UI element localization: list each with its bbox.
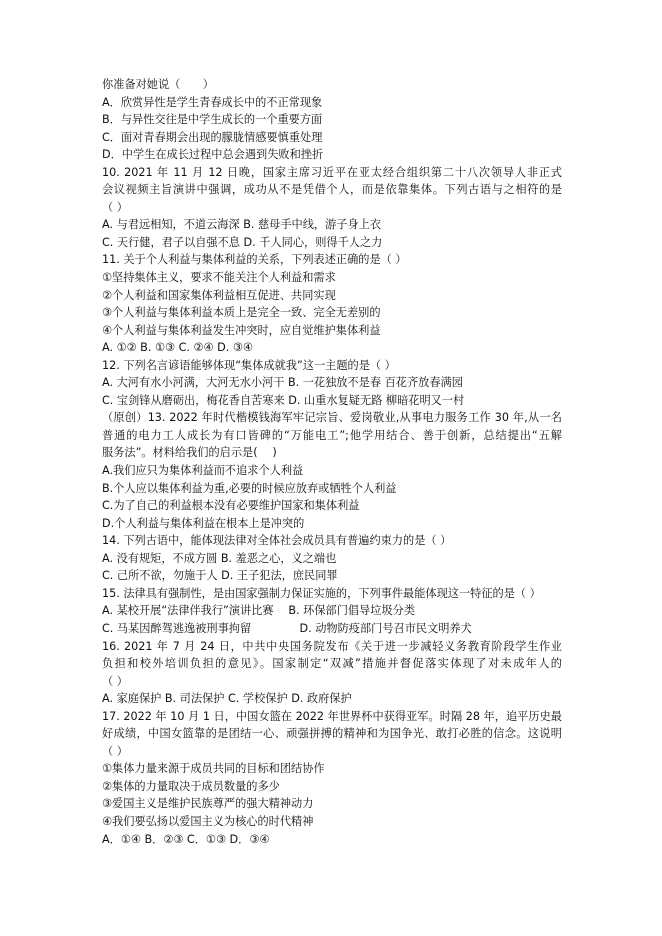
option-line: C. 宝剑锋从磨砺出，梅花香自苦寒来 D. 山重水复疑无路 柳暗花明又一村 (102, 393, 465, 407)
question-13-line: （原创）13. 2022 年时代楷模钱海军牢记宗旨、爱岗敬业,从事电力服务工作 30 年,从一名 (102, 411, 562, 425)
question-13-line: 普通的电力工人成长为有口皆碑的“万能电工”;他学用结合、善于创新，总结提出“五解 (102, 428, 562, 442)
question-17-line: 好成绩，中国女篮靠的是团结一心、顽强拼搏的精神和为国争光、敢打必胜的信念。这说明 (102, 727, 562, 741)
option-line: A. 家庭保护 B. 司法保护 C. 学校保护 D. 政府保护 (102, 692, 352, 706)
option-line: B．与异性交往是中学生成长的一个重要方面 (102, 113, 323, 127)
question-11-line: 11. 关于个人利益与集体利益的关系，下列表述正确的是（ ） (102, 253, 407, 267)
statement-line: ②集体的力量取决于成员数量的多少 (102, 779, 280, 793)
question-text-block (102, 76, 562, 848)
statement-line: ④我们要弘扬以爱国主义为核心的时代精神 (102, 814, 314, 828)
option-line: A. 与君远相知，不道云海深 B. 慈母手中线，游子身上衣 (102, 218, 382, 232)
statement-line: ③个人利益与集体利益本质上是完全一致、完全无差别的 (102, 306, 381, 320)
option-line: C. 己所不欲，勿施于人 D. 王子犯法，庶民同罪 (102, 569, 338, 583)
option-line: A.我们应只为集体利益而不追求个人利益 (102, 464, 304, 478)
option-line: A. 没有规矩，不成方圆 B. 羞恶之心，义之端也 (102, 551, 337, 565)
answer-bracket-line: （ ） (102, 744, 128, 758)
statement-line: ④个人利益与集体利益发生冲突时，应自觉维护集体利益 (102, 323, 381, 337)
question-10-line: 会议视频主旨演讲中强调，成功从不是凭借个人，而是依靠集体。下列古语与之相符的是 (102, 183, 562, 197)
answer-bracket-line: （ ） (102, 674, 128, 688)
question-17-line: 17. 2022 年 10 月 1 日，中国女篮在 2022 年世界杯中获得亚军。时隔 28 年，追平历史最 (102, 709, 562, 723)
statement-line: ①坚持集体主义，要求不能关注个人利益和需求 (102, 271, 336, 285)
statement-line: ③爱国主义是维护民族尊严的强大精神动力 (102, 797, 314, 811)
option-line: C.为了自己的利益根本没有必要维护国家和集体利益 (102, 499, 360, 513)
question-16-line: 负担和校外培训负担的意见》。国家制定“双减”措施并督促落实体现了对未成年人的 (102, 657, 562, 671)
option-line: A. 大河有水小河满，大河无水小河干 B. 一花独放不是春 百花齐放春满园 (102, 376, 463, 390)
option-line: A．欣赏异性是学生青春成长中的不正常现象 (102, 95, 323, 109)
option-line: C．面对青春期会出现的朦胧情感要慎重处理 (102, 130, 323, 144)
option-line: D．中学生在成长过程中总会遇到失败和挫折 (102, 148, 324, 162)
text-line: 你准备对她说（ ） (102, 78, 214, 91)
option-line: C. 马某因醉驾逃逸被刑事拘留 D. 动物防疫部门号召市民文明养犬 (102, 621, 472, 635)
option-line: A. ①② B. ①③ C. ②④ D. ③④ (102, 341, 253, 355)
statement-line: ①集体力量来源于成员共同的目标和团结协作 (102, 762, 325, 776)
option-line: D.个人利益与集体利益在根本上是冲突的 (102, 516, 305, 530)
question-13-line: 服务法”。材料给我们的启示是( ) (102, 446, 277, 460)
option-line: B.个人应以集体利益为重,必要的时候应放弃或牺牲个人利益 (102, 481, 397, 495)
question-16-line: 16. 2021 年 7 月 24 日，中共中央国务院发布《关于进一步减轻义务教育阶段学生作业 (102, 639, 562, 653)
question-15-line: 15. 法律具有强制性，是由国家强制力保证实施的，下列事件最能体现这一特征的是（ ） (102, 586, 541, 600)
question-10-line: 10. 2021 年 11 月 12 日晚，国家主席习近平在亚太经合组织第二十八次领导人非正式 (102, 165, 562, 179)
option-line: A. 某校开展“法律伴我行”演讲比赛 B. 环保部门倡导垃圾分类 (102, 604, 416, 618)
statement-line: ②个人利益和国家集体利益相互促进、共同实现 (102, 288, 336, 302)
answer-bracket-line: （ ） (102, 200, 128, 214)
question-14-line: 14. 下列古语中，能体现法律对全体社会成员具有普遍约束力的是（ ） (102, 534, 452, 548)
option-line: C. 天行健，君子以自强不息 D. 千人同心，则得千人之力 (102, 235, 383, 249)
question-12-line: 12. 下列名言谚语能够体现“集体成就我”这一主题的是（ ） (102, 358, 396, 372)
option-line: A．①④ B．②③ C．①③ D．③④ (102, 832, 270, 846)
